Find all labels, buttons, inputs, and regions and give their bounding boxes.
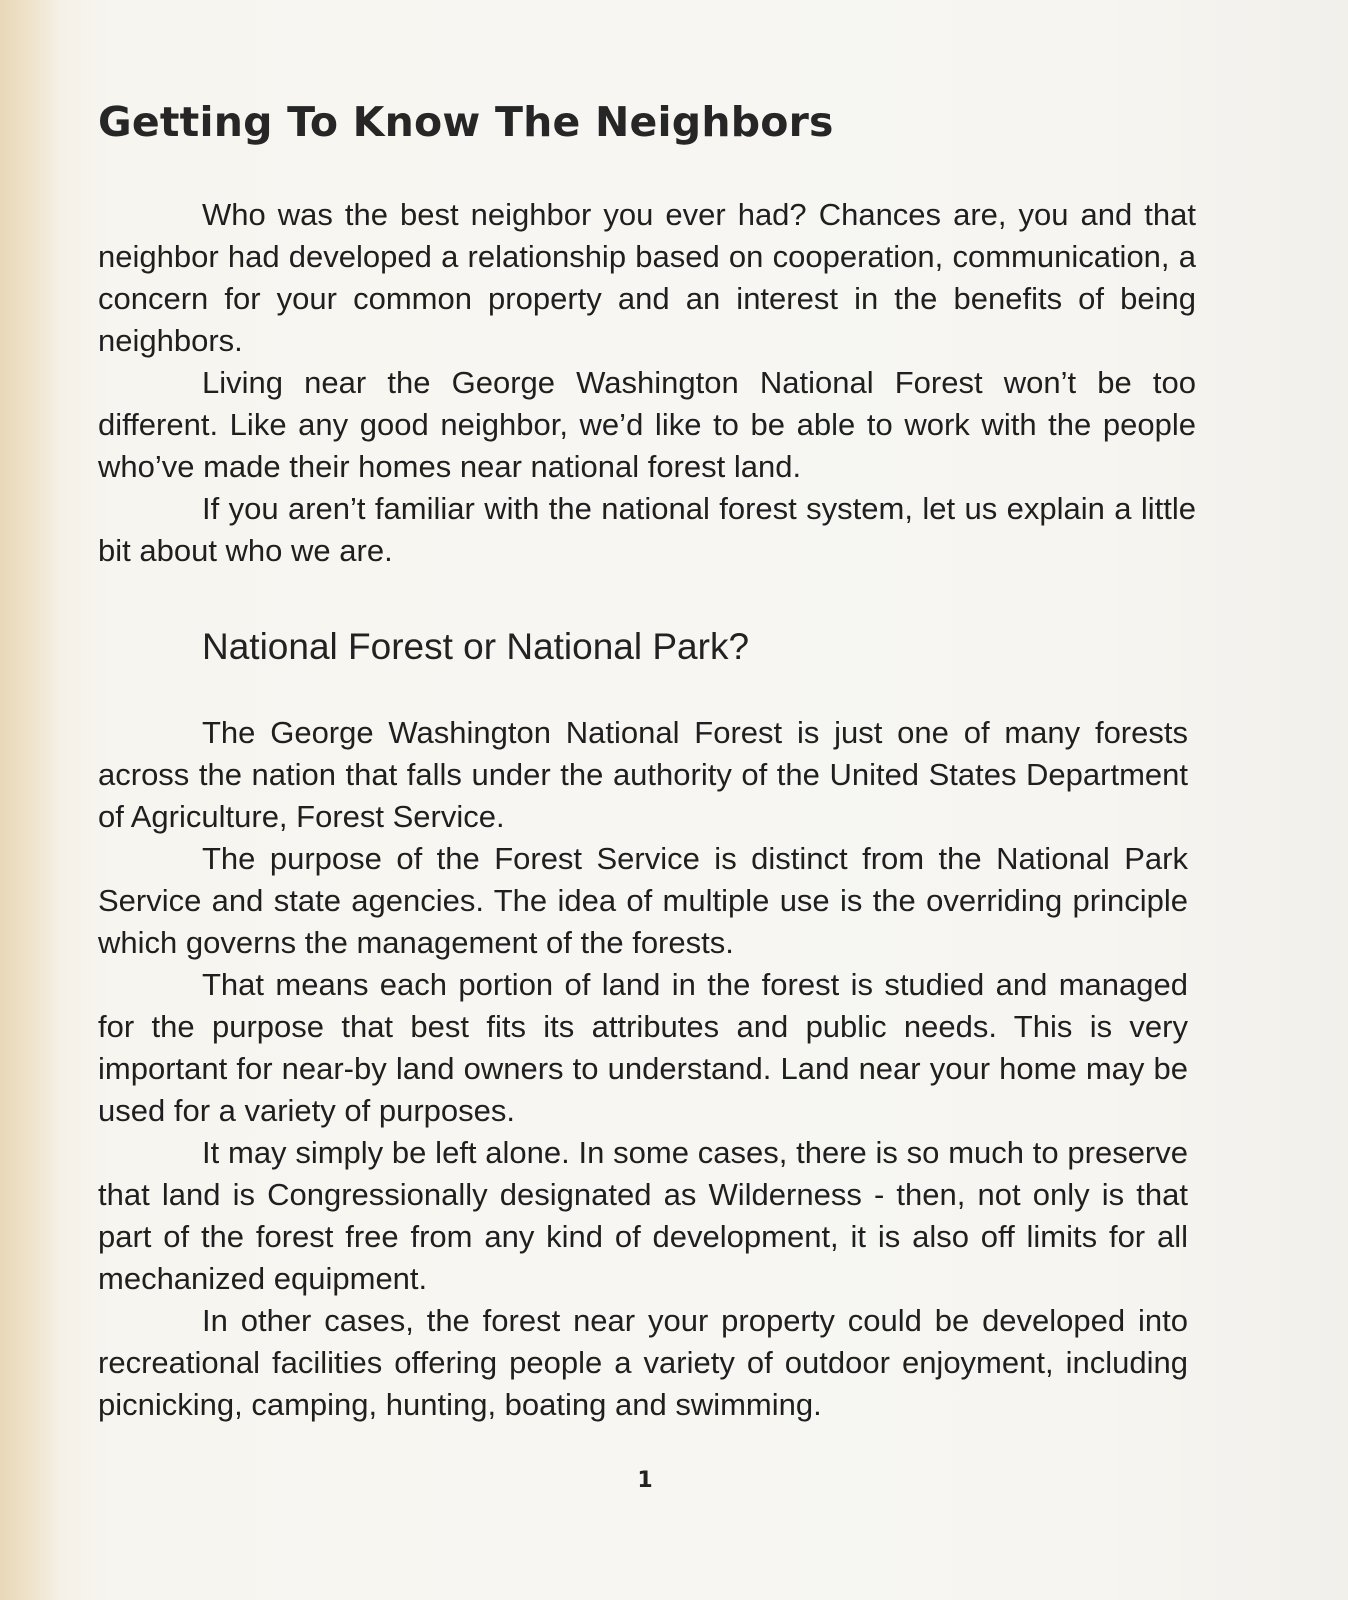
intro-paragraph: If you aren’t familiar with the national forest system, let us explain a little bit about who we are. (98, 491, 1196, 568)
section-heading: National Forest or National Park? (202, 626, 750, 667)
section-paragraph: In other cases, the forest near your property could be developed into recreational facilities offering people a variety of outdoor enjoyment, including picnicking, camping, hunting, boating and swimming. (98, 1303, 1188, 1422)
page-title: Getting To Know The Neighbors (98, 98, 834, 146)
section-paragraph: It may simply be left alone. In some cases, there is so much to preserve that land is Congressionally designated as Wilderness - then, not only is that part of the forest free from any kind of development, it is also off limits for all mechanized equipment. (98, 1135, 1188, 1296)
page-gutter (0, 0, 60, 1600)
section-paragraph: The purpose of the Forest Service is distinct from the National Park Service and state agencies. The idea of multiple use is the overriding principle which governs the management of the forests. (98, 841, 1188, 960)
intro-paragraph: Living near the George Washington National Forest won’t be too different. Like any good neighbor, we’d like to be able to work with the people who’ve made their homes near national forest land. (98, 365, 1196, 484)
page-content (98, 92, 1196, 1426)
intro-section (98, 194, 1196, 572)
section-paragraph: That means each portion of land in the forest is studied and managed for the purpose that best fits its attributes and public needs. This is very important for near-by land owners to understand. Land near your home may be used for a variety of purposes. (98, 967, 1188, 1128)
forest-section (98, 712, 1188, 1426)
page-number: 1 (637, 1468, 653, 1493)
intro-paragraph: Who was the best neighbor you ever had? Chances are, you and that neighbor had developed a relationship based on cooperation, communication, a concern for your common property and an interest in the benefits of being neighbors. (98, 197, 1196, 358)
section-paragraph: The George Washington National Forest is just one of many forests across the nation that falls under the authority of the United States Department of Agriculture, Forest Service. (98, 715, 1188, 834)
